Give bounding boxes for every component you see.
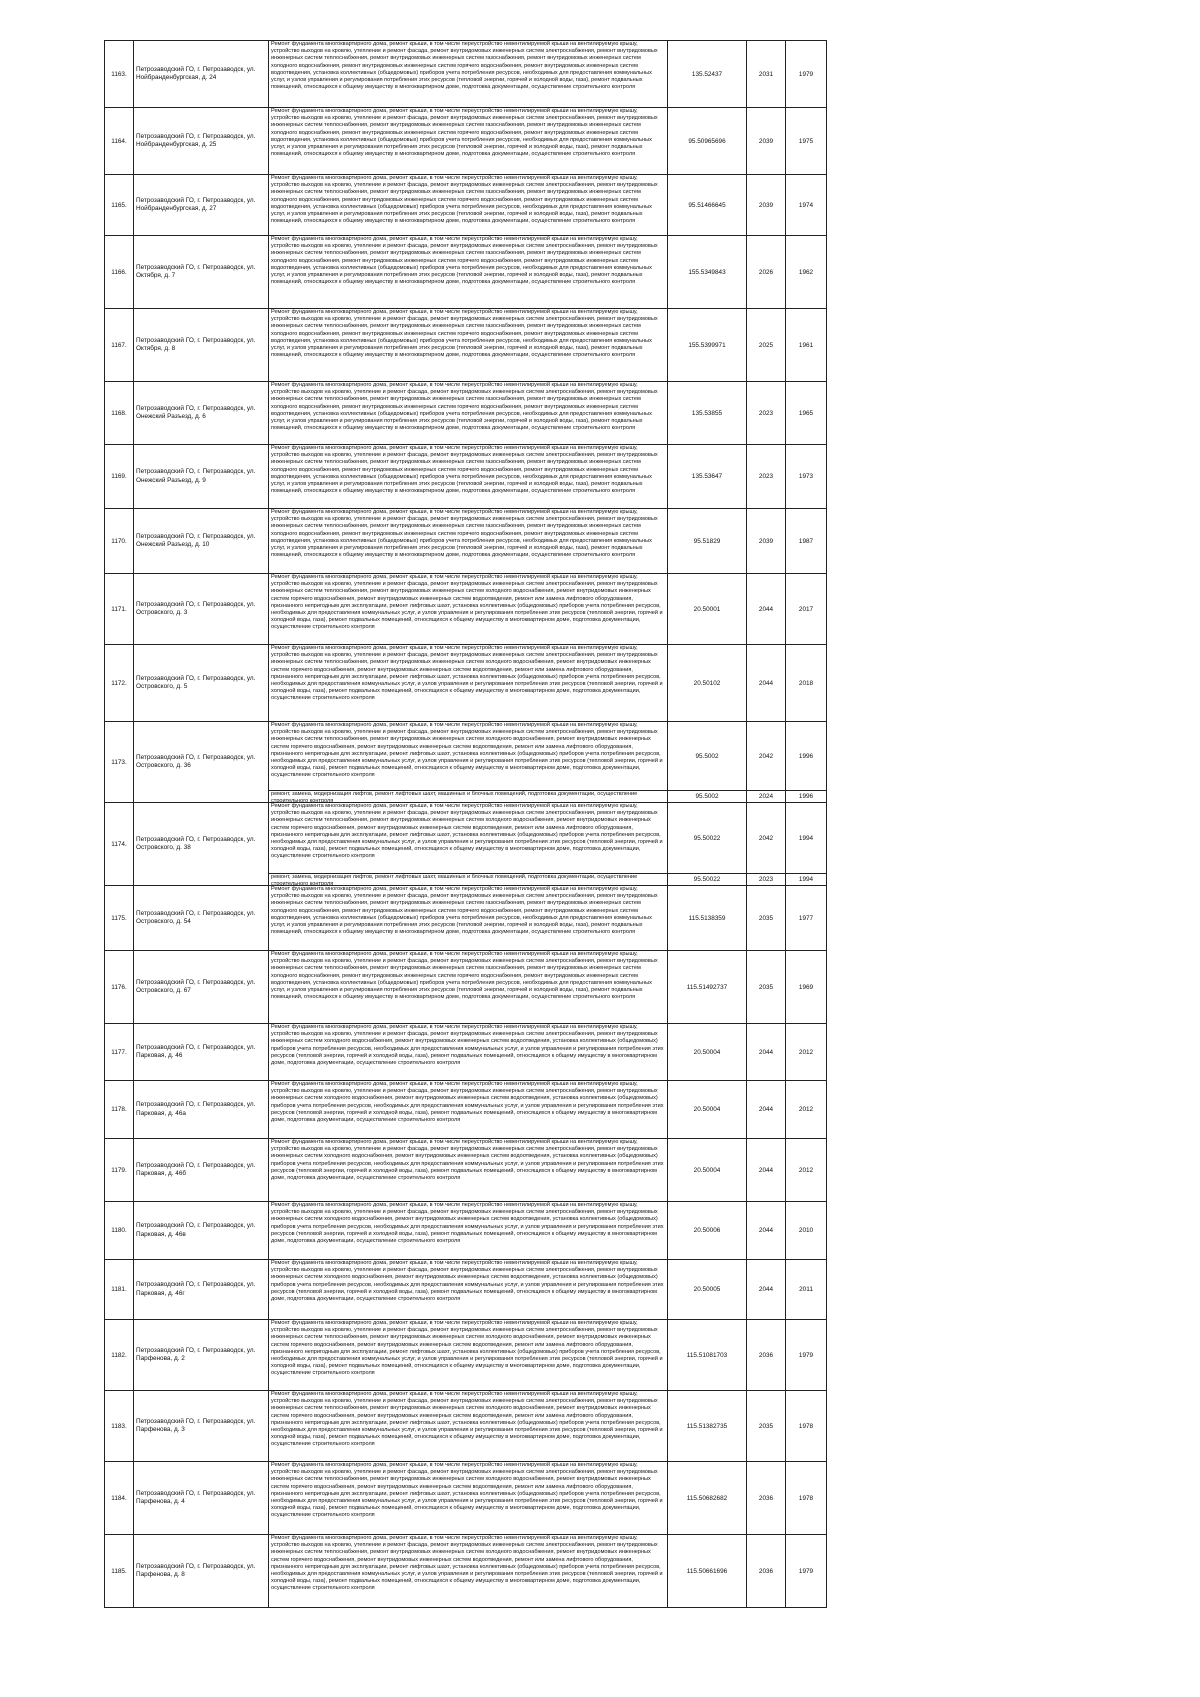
row-number: 1177. xyxy=(105,1024,134,1081)
works-text: Ремонт фундамента многоквартирного дома, ремонт крыши, в том числе переустройство невентилируемой крыши на вентилируемую крышу, устройство выходов на кровлю, утепление и ремонт фасада, ремонт внутридомовых инженерных систем электроснабжения, ремонт внутридомовых инженерных систем теплоснабжения, ремонт внутридомовых инженерных систем газоснабжения, ремонт внутридомовых инженерных систем холодного водоснабжения, ремонт внутридомовых инженерных систем горячего водоснабжения, ремонт внутридомовых инженерных систем водоотведения, установка коллективных (общедомовых) приборов учета потребления ресурсов, необходимых для предоставления коммунальных услуг, и узлов управления и регулирования потребления этих ресурсов (тепловой энергии, горячей и холодной воды, газа), ремонт подвальных помещений, относящихся к общему имуществу в многоквартирном доме, подготовка документации, осуществление строительного контроля xyxy=(271,509,658,559)
works-text: Ремонт фундамента многоквартирного дома, ремонт крыши, в том числе переустройство невентилируемой крыши на вентилируемую крышу, устройство выходов на кровлю, утепление и ремонт фасада, ремонт внутридомовых инженерных систем электроснабжения, ремонт внутридомовых инженерных систем холодного водоснабжения, ремонт внутридомовых инженерных систем водоотведения, установка коллективных (общедомовых) приборов учета потребления ресурсов, необходимых для предоставления коммунальных услуг, и узлов управления и регулирования потребления этих ресурсов (тепловой энергии, горячей и холодной воды, газа), ремонт подвальных помещений, относящихся к общему имуществу в многоквартирном доме, подготовка документации, осуществление строительного контроля xyxy=(271,1024,664,1067)
row-number: 1168. xyxy=(105,382,134,445)
cost-cell: 115.51382735 xyxy=(668,1391,747,1462)
planned-year-cell: 2035 xyxy=(747,951,786,1024)
built-year-cell: 1961 xyxy=(786,309,827,382)
row-number: 1171. xyxy=(105,574,134,645)
works-cell xyxy=(269,1535,668,1608)
built-year-cell: 2012 xyxy=(786,1081,827,1139)
document-page xyxy=(104,40,812,1608)
works-cell xyxy=(269,886,668,951)
built-year-cell: 2012 xyxy=(786,1139,827,1202)
table-row xyxy=(105,1024,827,1081)
works-text: Ремонт фундамента многоквартирного дома, ремонт крыши, в том числе переустройство невентилируемой крыши на вентилируемую крышу, устройство выходов на кровлю, утепление и ремонт фасада, ремонт внутридомовых инженерных систем электроснабжения, ремонт внутридомовых инженерных систем теплоснабжения, ремонт внутридомовых инженерных систем газоснабжения, ремонт внутридомовых инженерных систем холодного водоснабжения, ремонт внутридомовых инженерных систем горячего водоснабжения, ремонт внутридомовых инженерных систем водоотведения, установка коллективных (общедомовых) приборов учета потребления ресурсов, необходимых для предоставления коммунальных услуг, и узлов управления и регулирования потребления этих ресурсов (тепловой энергии, горячей и холодной воды, газа), ремонт подвальных помещений, относящихся к общему имуществу в многоквартирном доме, подготовка документации, осуществление строительного контроля xyxy=(271,236,658,286)
built-year-cell: 1965 xyxy=(786,382,827,445)
table-body xyxy=(105,41,827,1608)
works-text: Ремонт фундамента многоквартирного дома, ремонт крыши, в том числе переустройство невентилируемой крыши на вентилируемую крышу, устройство выходов на кровлю, утепление и ремонт фасада, ремонт внутридомовых инженерных систем электроснабжения, ремонт внутридомовых инженерных систем теплоснабжения, ремонт внутридомовых инженерных систем холодного водоснабжения, ремонт внутридомовых инженерных систем горячего водоснабжения, ремонт внутридомовых инженерных систем водоотведения, ремонт или замена лифтового оборудования, признанного непригодным для эксплуатации, ремонт лифтовых шахт, установка коллективных (общедомовых) приборов учета потребления ресурсов, необходимых для предоставления коммунальных услуг, и узлов управления и регулирования потребления этих ресурсов (тепловой энергии, горячей и холодной воды, газа), ремонт подвальных помещений, относящихся к общему имуществу в многоквартирном доме, подготовка документации, осуществление строительного контроля xyxy=(271,722,663,779)
works-cell xyxy=(269,309,668,382)
cost-cell: 115.50661696 xyxy=(668,1535,747,1608)
row-number: 1181. xyxy=(105,1260,134,1320)
built-year-cell: 1973 xyxy=(786,445,827,509)
planned-year-cell: 2044 xyxy=(747,1024,786,1081)
works-text: Ремонт фундамента многоквартирного дома, ремонт крыши, в том числе переустройство невентилируемой крыши на вентилируемую крышу, устройство выходов на кровлю, утепление и ремонт фасада, ремонт внутридомовых инженерных систем электроснабжения, ремонт внутридомовых инженерных систем теплоснабжения, ремонт внутридомовых инженерных систем холодного водоснабжения, ремонт внутридомовых инженерных систем горячего водоснабжения, ремонт внутридомовых инженерных систем водоотведения, ремонт или замена лифтового оборудования, признанного непригодным для эксплуатации, ремонт лифтовых шахт, установка коллективных (общедомовых) приборов учета потребления ресурсов, необходимых для предоставления коммунальных услуг, и узлов управления и регулирования потребления этих ресурсов (тепловой энергии, горячей и холодной воды, газа), ремонт подвальных помещений, относящихся к общему имуществу в многоквартирном доме, подготовка документации, осуществление строительного контроля xyxy=(271,645,663,702)
works-cell xyxy=(269,236,668,309)
built-year-cell: 1962 xyxy=(786,236,827,309)
cost-cell: 95.50022 xyxy=(668,803,747,874)
row-number: 1184. xyxy=(105,1462,134,1535)
built-year-cell: 1979 xyxy=(786,1320,827,1391)
table-row xyxy=(105,886,827,951)
address-cell: Петрозаводский ГО, г. Петрозаводск, ул. Парфенова, д. 8 xyxy=(134,1535,269,1608)
works-cell xyxy=(269,1081,668,1139)
row-number: 1173. xyxy=(105,722,134,803)
cost-cell: 155.5399971 xyxy=(668,309,747,382)
works-cell xyxy=(269,1260,668,1320)
table-row xyxy=(105,722,827,791)
cost-cell: 95.51829 xyxy=(668,509,747,574)
works-text: Ремонт фундамента многоквартирного дома, ремонт крыши, в том числе переустройство невентилируемой крыши на вентилируемую крышу, устройство выходов на кровлю, утепление и ремонт фасада, ремонт внутридомовых инженерных систем электроснабжения, ремонт внутридомовых инженерных систем холодного водоснабжения, ремонт внутридомовых инженерных систем водоотведения, установка коллективных (общедомовых) приборов учета потребления ресурсов, необходимых для предоставления коммунальных услуг, и узлов управления и регулирования потребления этих ресурсов (тепловой энергии, горячей и холодной воды, газа), ремонт подвальных помещений, относящихся к общему имуществу в многоквартирном доме, подготовка документации, осуществление строительного контроля xyxy=(271,1202,664,1245)
works-cell xyxy=(269,1462,668,1535)
table-row xyxy=(105,1202,827,1260)
planned-year-cell: 2035 xyxy=(747,1391,786,1462)
cost-cell: 135.52437 xyxy=(668,41,747,108)
works-text: Ремонт фундамента многоквартирного дома, ремонт крыши, в том числе переустройство невентилируемой крыши на вентилируемую крышу, устройство выходов на кровлю, утепление и ремонт фасада, ремонт внутридомовых инженерных систем электроснабжения, ремонт внутридомовых инженерных систем холодного водоснабжения, ремонт внутридомовых инженерных систем водоотведения, установка коллективных (общедомовых) приборов учета потребления ресурсов, необходимых для предоставления коммунальных услуг, и узлов управления и регулирования потребления этих ресурсов (тепловой энергии, горячей и холодной воды, газа), ремонт подвальных помещений, относящихся к общему имуществу в многоквартирном доме, подготовка документации, осуществление строительного контроля xyxy=(271,1260,664,1303)
cost-cell: 155.5349843 xyxy=(668,236,747,309)
planned-year-cell: 2044 xyxy=(747,1202,786,1260)
planned-year-cell: 2044 xyxy=(747,1139,786,1202)
row-number: 1163. xyxy=(105,41,134,108)
row-number: 1185. xyxy=(105,1535,134,1608)
cost-cell: 20.50102 xyxy=(668,645,747,722)
row-number: 1169. xyxy=(105,445,134,509)
works-cell xyxy=(269,509,668,574)
works-text: Ремонт фундамента многоквартирного дома, ремонт крыши, в том числе переустройство невентилируемой крыши на вентилируемую крышу, устройство выходов на кровлю, утепление и ремонт фасада, ремонт внутридомовых инженерных систем электроснабжения, ремонт внутридомовых инженерных систем теплоснабжения, ремонт внутридомовых инженерных систем газоснабжения, ремонт внутридомовых инженерных систем холодного водоснабжения, ремонт внутридомовых инженерных систем горячего водоснабжения, ремонт внутридомовых инженерных систем водоотведения, установка коллективных (общедомовых) приборов учета потребления ресурсов, необходимых для предоставления коммунальных услуг, и узлов управления и регулирования потребления этих ресурсов (тепловой энергии, горячей и холодной воды, газа), ремонт подвальных помещений, относящихся к общему имуществу в многоквартирном доме, подготовка документации, осуществление строительного контроля xyxy=(271,108,658,158)
address-cell: Петрозаводский ГО, г. Петрозаводск, ул. Парковая, д. 46г xyxy=(134,1260,269,1320)
works-text-extra: ремонт, замена, модернизация лифтов, ремонт лифтовых шахт, машинных и блочных помещений, подготовка документации, осуществление строительного контроля xyxy=(271,791,638,805)
built-year-cell: 1987 xyxy=(786,509,827,574)
row-number: 1176. xyxy=(105,951,134,1024)
built-year-cell: 1969 xyxy=(786,951,827,1024)
row-number: 1165. xyxy=(105,175,134,236)
row-number: 1170. xyxy=(105,509,134,574)
works-text: Ремонт фундамента многоквартирного дома, ремонт крыши, в том числе переустройство невентилируемой крыши на вентилируемую крышу, устройство выходов на кровлю, утепление и ремонт фасада, ремонт внутридомовых инженерных систем электроснабжения, ремонт внутридомовых инженерных систем теплоснабжения, ремонт внутридомовых инженерных систем газоснабжения, ремонт внутридомовых инженерных систем холодного водоснабжения, ремонт внутридомовых инженерных систем горячего водоснабжения, ремонт внутридомовых инженерных систем водоотведения, установка коллективных (общедомовых) приборов учета потребления ресурсов, необходимых для предоставления коммунальных услуг, и узлов управления и регулирования потребления этих ресурсов (тепловой энергии, горячей и холодной воды, газа), ремонт подвальных помещений, относящихся к общему имуществу в многоквартирном доме, подготовка документации, осуществление строительного контроля xyxy=(271,309,658,359)
works-cell xyxy=(269,1320,668,1391)
works-cell xyxy=(269,108,668,175)
table-row xyxy=(105,309,827,382)
works-text: Ремонт фундамента многоквартирного дома, ремонт крыши, в том числе переустройство невентилируемой крыши на вентилируемую крышу, устройство выходов на кровлю, утепление и ремонт фасада, ремонт внутридомовых инженерных систем электроснабжения, ремонт внутридомовых инженерных систем теплоснабжения, ремонт внутридомовых инженерных систем газоснабжения, ремонт внутридомовых инженерных систем холодного водоснабжения, ремонт внутридомовых инженерных систем горячего водоснабжения, ремонт внутридомовых инженерных систем водоотведения, установка коллективных (общедомовых) приборов учета потребления ресурсов, необходимых для предоставления коммунальных услуг, и узлов управления и регулирования потребления этих ресурсов (тепловой энергии, горячей и холодной воды, газа), ремонт подвальных помещений, относящихся к общему имуществу в многоквартирном доме, подготовка документации, осуществление строительного контроля xyxy=(271,175,658,225)
planned-year-cell: 2036 xyxy=(747,1320,786,1391)
repair-program-table xyxy=(104,40,827,1608)
row-number: 1167. xyxy=(105,309,134,382)
table-row xyxy=(105,951,827,1024)
address-cell: Петрозаводский ГО, г. Петрозаводск, ул. Островского, д. 54 xyxy=(134,886,269,951)
works-cell-extra xyxy=(269,791,668,803)
table-row xyxy=(105,1139,827,1202)
works-cell xyxy=(269,645,668,722)
planned-year-cell: 2031 xyxy=(747,41,786,108)
planned-year-cell: 2044 xyxy=(747,645,786,722)
works-text: Ремонт фундамента многоквартирного дома, ремонт крыши, в том числе переустройство невентилируемой крыши на вентилируемую крышу, устройство выходов на кровлю, утепление и ремонт фасада, ремонт внутридомовых инженерных систем электроснабжения, ремонт внутридомовых инженерных систем теплоснабжения, ремонт внутридомовых инженерных систем газоснабжения, ремонт внутридомовых инженерных систем холодного водоснабжения, ремонт внутридомовых инженерных систем горячего водоснабжения, ремонт внутридомовых инженерных систем водоотведения, установка коллективных (общедомовых) приборов учета потребления ресурсов, необходимых для предоставления коммунальных услуг, и узлов управления и регулирования потребления этих ресурсов (тепловой энергии, горячей и холодной воды, газа), ремонт подвальных помещений, относящихся к общему имуществу в многоквартирном доме, подготовка документации, осуществление строительного контроля xyxy=(271,886,658,936)
address-cell: Петрозаводский ГО, г. Петрозаводск, ул. Парковая, д. 46 xyxy=(134,1024,269,1081)
works-cell xyxy=(269,1139,668,1202)
cost-cell: 115.5138359 xyxy=(668,886,747,951)
built-year-cell: 1977 xyxy=(786,886,827,951)
address-cell: Петрозаводский ГО, г. Петрозаводск, ул. Парковая, д. 46а xyxy=(134,1081,269,1139)
row-number: 1179. xyxy=(105,1139,134,1202)
built-year-cell: 1974 xyxy=(786,175,827,236)
cost-cell: 135.53647 xyxy=(668,445,747,509)
works-text: Ремонт фундамента многоквартирного дома, ремонт крыши, в том числе переустройство невентилируемой крыши на вентилируемую крышу, устройство выходов на кровлю, утепление и ремонт фасада, ремонт внутридомовых инженерных систем электроснабжения, ремонт внутридомовых инженерных систем холодного водоснабжения, ремонт внутридомовых инженерных систем водоотведения, установка коллективных (общедомовых) приборов учета потребления ресурсов, необходимых для предоставления коммунальных услуг, и узлов управления и регулирования потребления этих ресурсов (тепловой энергии, горячей и холодной воды, газа), ремонт подвальных помещений, относящихся к общему имуществу в многоквартирном доме, подготовка документации, осуществление строительного контроля xyxy=(271,1139,664,1182)
planned-year-cell: 2042 xyxy=(747,803,786,874)
built-year-cell: 2012 xyxy=(786,1024,827,1081)
row-number: 1174. xyxy=(105,803,134,886)
planned-year-cell: 2023 xyxy=(747,382,786,445)
built-year-cell: 1996 xyxy=(786,791,827,803)
cost-cell: 20.50004 xyxy=(668,1081,747,1139)
works-text: Ремонт фундамента многоквартирного дома, ремонт крыши, в том числе переустройство невентилируемой крыши на вентилируемую крышу, устройство выходов на кровлю, утепление и ремонт фасада, ремонт внутридомовых инженерных систем электроснабжения, ремонт внутридомовых инженерных систем теплоснабжения, ремонт внутридомовых инженерных систем холодного водоснабжения, ремонт внутридомовых инженерных систем горячего водоснабжения, ремонт внутридомовых инженерных систем водоотведения, ремонт или замена лифтового оборудования, признанного непригодным для эксплуатации, ремонт лифтовых шахт, установка коллективных (общедомовых) приборов учета потребления ресурсов, необходимых для предоставления коммунальных услуг, и узлов управления и регулирования потребления этих ресурсов (тепловой энергии, горячей и холодной воды, газа), ремонт подвальных помещений, относящихся к общему имуществу в многоквартирном доме, подготовка документации, осуществление строительного контроля xyxy=(271,1462,663,1519)
address-cell: Петрозаводский ГО, г. Петрозаводск, ул. Нойбранденбургская, д. 25 xyxy=(134,108,269,175)
address-cell: Петрозаводский ГО, г. Петрозаводск, ул. Островского, д. 3 xyxy=(134,574,269,645)
table-row xyxy=(105,108,827,175)
address-cell: Петрозаводский ГО, г. Петрозаводск, ул. Парковая, д. 46в xyxy=(134,1202,269,1260)
works-cell xyxy=(269,722,668,791)
address-cell: Петрозаводский ГО, г. Петрозаводск, ул. Онежский Разъезд, д. 9 xyxy=(134,445,269,509)
table-row xyxy=(105,574,827,645)
table-row xyxy=(105,1081,827,1139)
built-year-cell: 1975 xyxy=(786,108,827,175)
address-cell: Петрозаводский ГО, г. Петрозаводск, ул. Нойбранденбургская, д. 27 xyxy=(134,175,269,236)
table-row xyxy=(105,1260,827,1320)
cost-cell: 20.50001 xyxy=(668,574,747,645)
row-number: 1166. xyxy=(105,236,134,309)
cost-cell: 95.50022 xyxy=(668,874,747,886)
address-cell: Петрозаводский ГО, г. Петрозаводск, ул. Онежский Разъезд, д. 10 xyxy=(134,509,269,574)
works-cell xyxy=(269,951,668,1024)
cost-cell: 20.50006 xyxy=(668,1202,747,1260)
works-text: Ремонт фундамента многоквартирного дома, ремонт крыши, в том числе переустройство невентилируемой крыши на вентилируемую крышу, устройство выходов на кровлю, утепление и ремонт фасада, ремонт внутридомовых инженерных систем электроснабжения, ремонт внутридомовых инженерных систем теплоснабжения, ремонт внутридомовых инженерных систем холодного водоснабжения, ремонт внутридомовых инженерных систем горячего водоснабжения, ремонт внутридомовых инженерных систем водоотведения, ремонт или замена лифтового оборудования, признанного непригодным для эксплуатации, ремонт лифтовых шахт, установка коллективных (общедомовых) приборов учета потребления ресурсов, необходимых для предоставления коммунальных услуг, и узлов управления и регулирования потребления этих ресурсов (тепловой энергии, горячей и холодной воды, газа), ремонт подвальных помещений, относящихся к общему имуществу в многоквартирном доме, подготовка документации, осуществление строительного контроля xyxy=(271,1535,663,1592)
planned-year-cell: 2042 xyxy=(747,722,786,791)
planned-year-cell: 2036 xyxy=(747,1535,786,1608)
address-cell: Петрозаводский ГО, г. Петрозаводск, ул. Парфенова, д. 4 xyxy=(134,1462,269,1535)
row-number: 1172. xyxy=(105,645,134,722)
works-cell xyxy=(269,1202,668,1260)
address-cell: Петрозаводский ГО, г. Петрозаводск, ул. Октября, д. 7 xyxy=(134,236,269,309)
row-number: 1182. xyxy=(105,1320,134,1391)
built-year-cell: 1994 xyxy=(786,803,827,874)
cost-cell: 95.5002 xyxy=(668,791,747,803)
planned-year-cell: 2025 xyxy=(747,309,786,382)
table-row xyxy=(105,1391,827,1462)
row-number: 1183. xyxy=(105,1391,134,1462)
table-row xyxy=(105,803,827,874)
works-cell xyxy=(269,803,668,874)
cost-cell: 95.5002 xyxy=(668,722,747,791)
works-cell xyxy=(269,382,668,445)
cost-cell: 115.51492737 xyxy=(668,951,747,1024)
built-year-cell: 1994 xyxy=(786,874,827,886)
works-text: Ремонт фундамента многоквартирного дома, ремонт крыши, в том числе переустройство невентилируемой крыши на вентилируемую крышу, устройство выходов на кровлю, утепление и ремонт фасада, ремонт внутридомовых инженерных систем электроснабжения, ремонт внутридомовых инженерных систем теплоснабжения, ремонт внутридомовых инженерных систем холодного водоснабжения, ремонт внутридомовых инженерных систем горячего водоснабжения, ремонт внутридомовых инженерных систем водоотведения, ремонт или замена лифтового оборудования, признанного непригодным для эксплуатации, ремонт лифтовых шахт, установка коллективных (общедомовых) приборов учета потребления ресурсов, необходимых для предоставления коммунальных услуг, и узлов управления и регулирования потребления этих ресурсов (тепловой энергии, горячей и холодной воды, газа), ремонт подвальных помещений, относящихся к общему имуществу в многоквартирном доме, подготовка документации, осуществление строительного контроля xyxy=(271,803,663,860)
planned-year-cell: 2044 xyxy=(747,1081,786,1139)
cost-cell: 20.50004 xyxy=(668,1024,747,1081)
table-row xyxy=(105,509,827,574)
planned-year-cell: 2024 xyxy=(747,791,786,803)
planned-year-cell: 2044 xyxy=(747,574,786,645)
address-cell: Петрозаводский ГО, г. Петрозаводск, ул. Островского, д. 38 xyxy=(134,803,269,886)
works-text: Ремонт фундамента многоквартирного дома, ремонт крыши, в том числе переустройство невентилируемой крыши на вентилируемую крышу, устройство выходов на кровлю, утепление и ремонт фасада, ремонт внутридомовых инженерных систем электроснабжения, ремонт внутридомовых инженерных систем холодного водоснабжения, ремонт внутридомовых инженерных систем водоотведения, установка коллективных (общедомовых) приборов учета потребления ресурсов, необходимых для предоставления коммунальных услуг, и узлов управления и регулирования потребления этих ресурсов (тепловой энергии, горячей и холодной воды, газа), ремонт подвальных помещений, относящихся к общему имуществу в многоквартирном доме, подготовка документации, осуществление строительного контроля xyxy=(271,1081,664,1124)
table-row xyxy=(105,382,827,445)
cost-cell: 115.51081703 xyxy=(668,1320,747,1391)
works-text: Ремонт фундамента многоквартирного дома, ремонт крыши, в том числе переустройство невентилируемой крыши на вентилируемую крышу, устройство выходов на кровлю, утепление и ремонт фасада, ремонт внутридомовых инженерных систем электроснабжения, ремонт внутридомовых инженерных систем теплоснабжения, ремонт внутридомовых инженерных систем холодного водоснабжения, ремонт внутридомовых инженерных систем горячего водоснабжения, ремонт внутридомовых инженерных систем водоотведения, ремонт или замена лифтового оборудования, признанного непригодным для эксплуатации, ремонт лифтовых шахт, установка коллективных (общедомовых) приборов учета потребления ресурсов, необходимых для предоставления коммунальных услуг, и узлов управления и регулирования потребления этих ресурсов (тепловой энергии, горячей и холодной воды, газа), ремонт подвальных помещений, относящихся к общему имуществу в многоквартирном доме, подготовка документации, осуществление строительного контроля xyxy=(271,1391,663,1448)
planned-year-cell: 2039 xyxy=(747,175,786,236)
address-cell: Петрозаводский ГО, г. Петрозаводск, ул. Октября, д. 8 xyxy=(134,309,269,382)
table-row xyxy=(105,236,827,309)
planned-year-cell: 2026 xyxy=(747,236,786,309)
cost-cell: 135.53855 xyxy=(668,382,747,445)
cost-cell: 20.50005 xyxy=(668,1260,747,1320)
row-number: 1164. xyxy=(105,108,134,175)
address-cell: Петрозаводский ГО, г. Петрозаводск, ул. Парфенова, д. 3 xyxy=(134,1391,269,1462)
works-cell xyxy=(269,41,668,108)
planned-year-cell: 2036 xyxy=(747,1462,786,1535)
address-cell: Петрозаводский ГО, г. Петрозаводск, ул. Онежский Разъезд, д. 6 xyxy=(134,382,269,445)
built-year-cell: 1978 xyxy=(786,1462,827,1535)
planned-year-cell: 2044 xyxy=(747,1260,786,1320)
address-cell: Петрозаводский ГО, г. Петрозаводск, ул. Нойбранденбургская, д. 24 xyxy=(134,41,269,108)
built-year-cell: 2011 xyxy=(786,1260,827,1320)
address-cell: Петрозаводский ГО, г. Петрозаводск, ул. Парковая, д. 46б xyxy=(134,1139,269,1202)
cost-cell: 95.51466645 xyxy=(668,175,747,236)
works-cell xyxy=(269,1391,668,1462)
table-row xyxy=(105,445,827,509)
built-year-cell: 1979 xyxy=(786,41,827,108)
works-cell-extra xyxy=(269,874,668,886)
address-cell: Петрозаводский ГО, г. Петрозаводск, ул. Островского, д. 67 xyxy=(134,951,269,1024)
planned-year-cell: 2023 xyxy=(747,874,786,886)
works-text: Ремонт фундамента многоквартирного дома, ремонт крыши, в том числе переустройство невентилируемой крыши на вентилируемую крышу, устройство выходов на кровлю, утепление и ремонт фасада, ремонт внутридомовых инженерных систем электроснабжения, ремонт внутридомовых инженерных систем теплоснабжения, ремонт внутридомовых инженерных систем газоснабжения, ремонт внутридомовых инженерных систем холодного водоснабжения, ремонт внутридомовых инженерных систем горячего водоснабжения, ремонт внутридомовых инженерных систем водоотведения, установка коллективных (общедомовых) приборов учета потребления ресурсов, необходимых для предоставления коммунальных услуг, и узлов управления и регулирования потребления этих ресурсов (тепловой энергии, горячей и холодной воды, газа), ремонт подвальных помещений, относящихся к общему имуществу в многоквартирном доме, подготовка документации, осуществление строительного контроля xyxy=(271,41,658,91)
table-row xyxy=(105,645,827,722)
works-cell xyxy=(269,445,668,509)
address-cell: Петрозаводский ГО, г. Петрозаводск, ул. Парфенова, д. 2 xyxy=(134,1320,269,1391)
table-row xyxy=(105,1462,827,1535)
planned-year-cell: 2039 xyxy=(747,509,786,574)
built-year-cell: 1978 xyxy=(786,1391,827,1462)
planned-year-cell: 2023 xyxy=(747,445,786,509)
row-number: 1175. xyxy=(105,886,134,951)
built-year-cell: 2018 xyxy=(786,645,827,722)
table-row xyxy=(105,1320,827,1391)
address-cell: Петрозаводский ГО, г. Петрозаводск, ул. Островского, д. 36 xyxy=(134,722,269,803)
address-cell: Петрозаводский ГО, г. Петрозаводск, ул. Островского, д. 5 xyxy=(134,645,269,722)
works-cell xyxy=(269,574,668,645)
built-year-cell: 1979 xyxy=(786,1535,827,1608)
table-row xyxy=(105,41,827,108)
planned-year-cell: 2039 xyxy=(747,108,786,175)
works-text: Ремонт фундамента многоквартирного дома, ремонт крыши, в том числе переустройство невентилируемой крыши на вентилируемую крышу, устройство выходов на кровлю, утепление и ремонт фасада, ремонт внутридомовых инженерных систем электроснабжения, ремонт внутридомовых инженерных систем теплоснабжения, ремонт внутридомовых инженерных систем холодного водоснабжения, ремонт внутридомовых инженерных систем горячего водоснабжения, ремонт внутридомовых инженерных систем водоотведения, ремонт или замена лифтового оборудования, признанного непригодным для эксплуатации, ремонт лифтовых шахт, установка коллективных (общедомовых) приборов учета потребления ресурсов, необходимых для предоставления коммунальных услуг, и узлов управления и регулирования потребления этих ресурсов (тепловой энергии, горячей и холодной воды, газа), ремонт подвальных помещений, относящихся к общему имуществу в многоквартирном доме, подготовка документации, осуществление строительного контроля xyxy=(271,574,663,631)
works-text-extra: ремонт, замена, модернизация лифтов, ремонт лифтовых шахт, машинных и блочных помещений, подготовка документации, осуществление строительного контроля xyxy=(271,874,638,888)
row-number: 1180. xyxy=(105,1202,134,1260)
works-text: Ремонт фундамента многоквартирного дома, ремонт крыши, в том числе переустройство невентилируемой крыши на вентилируемую крышу, устройство выходов на кровлю, утепление и ремонт фасада, ремонт внутридомовых инженерных систем электроснабжения, ремонт внутридомовых инженерных систем теплоснабжения, ремонт внутридомовых инженерных систем холодного водоснабжения, ремонт внутридомовых инженерных систем горячего водоснабжения, ремонт внутридомовых инженерных систем водоотведения, ремонт или замена лифтового оборудования, признанного непригодным для эксплуатации, ремонт лифтовых шахт, установка коллективных (общедомовых) приборов учета потребления ресурсов, необходимых для предоставления коммунальных услуг, и узлов управления и регулирования потребления этих ресурсов (тепловой энергии, горячей и холодной воды, газа), ремонт подвальных помещений, относящихся к общему имуществу в многоквартирном доме, подготовка документации, осуществление строительного контроля xyxy=(271,1320,663,1377)
built-year-cell: 2010 xyxy=(786,1202,827,1260)
cost-cell: 20.50004 xyxy=(668,1139,747,1202)
built-year-cell: 1996 xyxy=(786,722,827,791)
cost-cell: 95.50965696 xyxy=(668,108,747,175)
built-year-cell: 2017 xyxy=(786,574,827,645)
cost-cell: 115.50682682 xyxy=(668,1462,747,1535)
works-text: Ремонт фундамента многоквартирного дома, ремонт крыши, в том числе переустройство невентилируемой крыши на вентилируемую крышу, устройство выходов на кровлю, утепление и ремонт фасада, ремонт внутридомовых инженерных систем электроснабжения, ремонт внутридомовых инженерных систем теплоснабжения, ремонт внутридомовых инженерных систем газоснабжения, ремонт внутридомовых инженерных систем холодного водоснабжения, ремонт внутридомовых инженерных систем горячего водоснабжения, ремонт внутридомовых инженерных систем водоотведения, установка коллективных (общедомовых) приборов учета потребления ресурсов, необходимых для предоставления коммунальных услуг, и узлов управления и регулирования потребления этих ресурсов (тепловой энергии, горячей и холодной воды, газа), ремонт подвальных помещений, относящихся к общему имуществу в многоквартирном доме, подготовка документации, осуществление строительного контроля xyxy=(271,382,658,432)
works-text: Ремонт фундамента многоквартирного дома, ремонт крыши, в том числе переустройство невентилируемой крыши на вентилируемую крышу, устройство выходов на кровлю, утепление и ремонт фасада, ремонт внутридомовых инженерных систем электроснабжения, ремонт внутридомовых инженерных систем теплоснабжения, ремонт внутридомовых инженерных систем газоснабжения, ремонт внутридомовых инженерных систем холодного водоснабжения, ремонт внутридомовых инженерных систем горячего водоснабжения, ремонт внутридомовых инженерных систем водоотведения, установка коллективных (общедомовых) приборов учета потребления ресурсов, необходимых для предоставления коммунальных услуг, и узлов управления и регулирования потребления этих ресурсов (тепловой энергии, горячей и холодной воды, газа), ремонт подвальных помещений, относящихся к общему имуществу в многоквартирном доме, подготовка документации, осуществление строительного контроля xyxy=(271,445,658,495)
table-row xyxy=(105,175,827,236)
works-cell xyxy=(269,175,668,236)
works-text: Ремонт фундамента многоквартирного дома, ремонт крыши, в том числе переустройство невентилируемой крыши на вентилируемую крышу, устройство выходов на кровлю, утепление и ремонт фасада, ремонт внутридомовых инженерных систем электроснабжения, ремонт внутридомовых инженерных систем теплоснабжения, ремонт внутридомовых инженерных систем газоснабжения, ремонт внутридомовых инженерных систем холодного водоснабжения, ремонт внутридомовых инженерных систем горячего водоснабжения, ремонт внутридомовых инженерных систем водоотведения, установка коллективных (общедомовых) приборов учета потребления ресурсов, необходимых для предоставления коммунальных услуг, и узлов управления и регулирования потребления этих ресурсов (тепловой энергии, горячей и холодной воды, газа), ремонт подвальных помещений, относящихся к общему имуществу в многоквартирном доме, подготовка документации, осуществление строительного контроля xyxy=(271,951,658,1001)
row-number: 1178. xyxy=(105,1081,134,1139)
works-cell xyxy=(269,1024,668,1081)
planned-year-cell: 2035 xyxy=(747,886,786,951)
table-row xyxy=(105,1535,827,1608)
